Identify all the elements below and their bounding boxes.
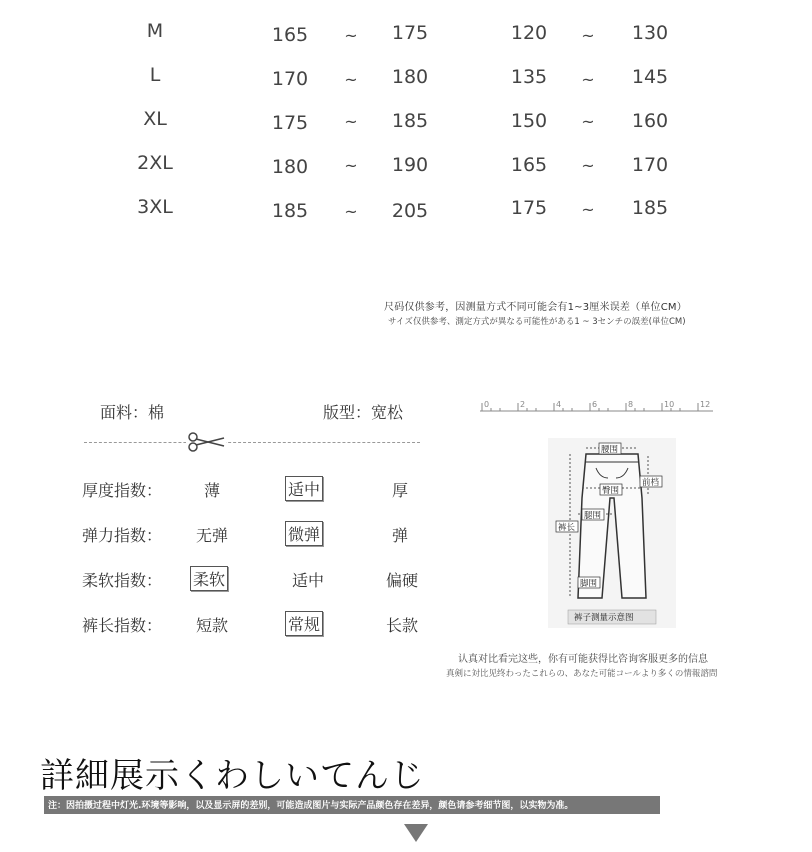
tilde: ~ (581, 112, 595, 131)
pants-diagram (548, 438, 676, 628)
softness-soft-selected: 柔软 (190, 566, 228, 591)
weight-from: 120 (510, 22, 548, 44)
height-from: 185 (271, 200, 309, 222)
size-note-jp: サイズ仅供参考、測定方式が異なる可能性がある1 ~ 3センチの誤差(単位CM) (388, 317, 686, 327)
height-to: 180 (391, 66, 429, 88)
tilde: ~ (344, 156, 358, 175)
size-row-m (0, 20, 812, 50)
tilde: ~ (581, 70, 595, 89)
size-note-cn: 尺码仅供参考，因测量方式不同可能会有1~3厘米误差（单位CM） (384, 302, 687, 313)
thickness-label: 厚度指数： (82, 481, 163, 500)
height-from: 165 (271, 24, 309, 46)
thickness-thin: 薄 (203, 481, 220, 500)
height-to: 190 (391, 154, 429, 176)
weight-from: 150 (510, 110, 548, 132)
ruler (480, 398, 713, 416)
ruler-tick: 10 (664, 400, 675, 409)
weight-from: 175 (510, 197, 548, 219)
size-label: L (149, 64, 161, 86)
tilde: ~ (581, 156, 595, 175)
elasticity-slight-selected: 微弹 (285, 521, 323, 546)
softness-label: 柔软指数： (82, 571, 163, 590)
ruler-tick: 6 (592, 400, 598, 409)
weight-to: 160 (631, 110, 669, 132)
tilde: ~ (344, 202, 358, 221)
front-rise-label: 前档 (642, 478, 660, 488)
softness-medium: 适中 (291, 571, 324, 590)
compare-note-cn: 认真对比看完这些，你有可能获得比咨询客服更多的信息 (458, 654, 708, 665)
tilde: ~ (581, 200, 595, 219)
diagram-caption: 裤子测量示意图 (574, 613, 634, 623)
length-short: 短款 (195, 616, 228, 635)
tilde: ~ (344, 112, 358, 131)
height-from: 175 (271, 112, 309, 134)
tilde: ~ (344, 70, 358, 89)
thigh-label: 腿围 (584, 511, 602, 521)
height-to: 175 (391, 22, 429, 44)
scissors-icon (186, 432, 226, 452)
ruler-tick: 2 (520, 400, 526, 409)
size-row-2xl (0, 152, 812, 182)
weight-to: 185 (631, 197, 669, 219)
length-long: 长款 (385, 616, 418, 635)
size-label: XL (143, 108, 167, 130)
tilde: ~ (581, 26, 595, 45)
weight-to: 130 (631, 22, 669, 44)
hem-label: 脚围 (580, 579, 598, 589)
thickness-thick: 厚 (391, 481, 408, 500)
length-regular-selected: 常规 (285, 611, 323, 636)
ruler-tick: 4 (556, 400, 562, 409)
size-label: M (146, 20, 164, 42)
detail-title: 詳細展示くわしいてんじ (40, 756, 425, 796)
length-diagram-label: 裤长 (558, 523, 576, 533)
thickness-medium-selected: 适中 (285, 476, 323, 501)
size-row-3xl (0, 196, 812, 226)
compare-note-jp: 真剣に対比见终わったこれらの、あなた可能コールより多くの情報諮問 (446, 669, 718, 679)
notice-text: 注：因拍摄过程中灯光.环境等影响，以及显示屏的差别，可能造成图片与实际产品颜色存在差异，颜色请参考细节图，以实物为准。 (48, 801, 574, 811)
height-to: 185 (391, 110, 429, 132)
softness-hard: 偏硬 (385, 571, 418, 590)
ruler-tick: 12 (700, 400, 711, 409)
weight-to: 170 (631, 154, 669, 176)
elasticity-none: 无弹 (195, 526, 228, 545)
size-row-xl (0, 108, 812, 138)
cut-label: 版型：宽松 (323, 403, 404, 422)
ruler-tick: 8 (628, 400, 634, 409)
size-label: 2XL (137, 152, 173, 174)
weight-to: 145 (631, 66, 669, 88)
hip-label: 臀围 (602, 486, 620, 496)
height-to: 205 (391, 200, 429, 222)
length-label: 裤长指数： (82, 616, 163, 635)
ruler-tick: 0 (484, 400, 490, 409)
size-row-l (0, 64, 812, 94)
height-from: 170 (271, 68, 309, 90)
tilde: ~ (344, 26, 358, 45)
elasticity-high: 弹 (391, 526, 408, 545)
down-arrow-icon (404, 824, 428, 842)
weight-from: 165 (510, 154, 548, 176)
divider (84, 442, 420, 443)
elasticity-label: 弹力指数： (82, 526, 163, 545)
size-label: 3XL (137, 196, 173, 218)
height-from: 180 (271, 156, 309, 178)
fabric-label: 面料：棉 (100, 403, 165, 422)
waist-label: 腰围 (601, 445, 619, 455)
weight-from: 135 (510, 66, 548, 88)
